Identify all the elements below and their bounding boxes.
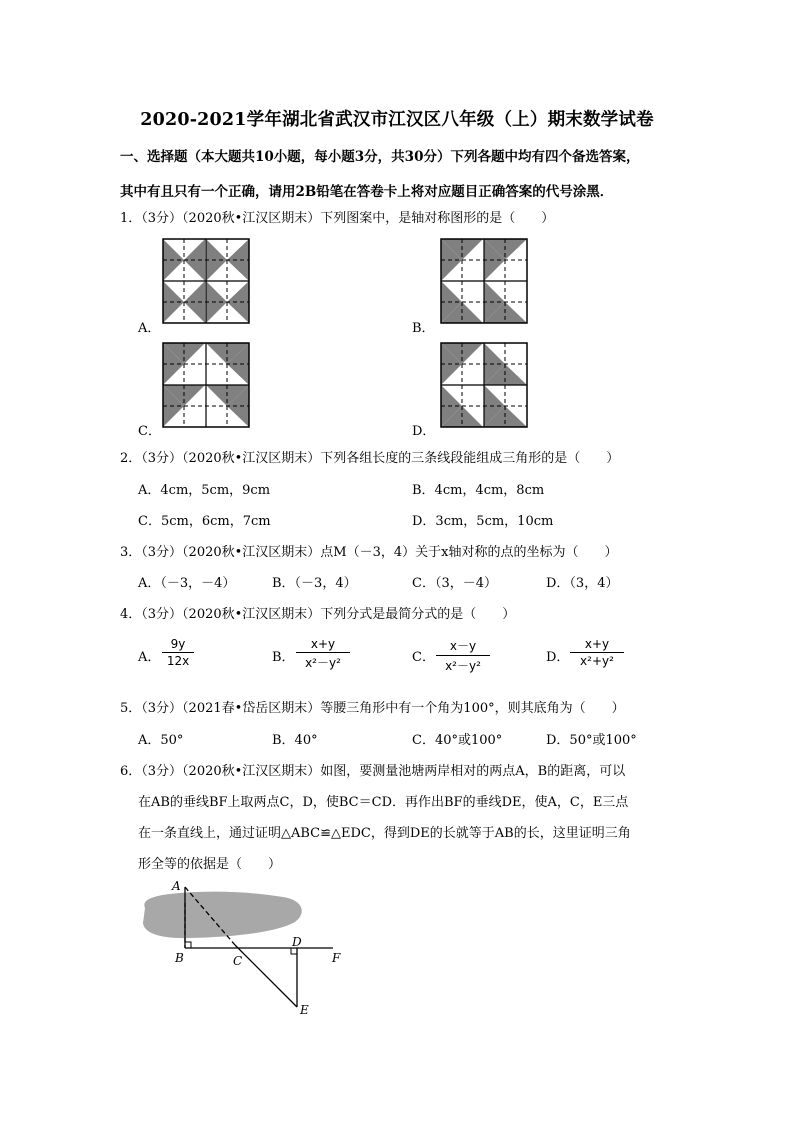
q1-option-c-label: C． [138,424,161,439]
q4-option-a-label[interactable]: A． [138,650,161,665]
figure-label-c: C [233,954,243,968]
q3-option-a[interactable]: A．（－3，－4） [138,576,236,591]
figure-label-f: F [332,951,341,965]
q4-option-a-fraction [162,637,194,668]
q1-pattern-d[interactable] [440,342,528,428]
q6-line2: 在AB的垂线BF上取两点C，D，使BC＝CD．再作出BF的垂线DE，使A，C，E三点 [138,795,629,810]
q4-stem: 4．（3分）（2020秋•江汉区期末）下列分式是最简分式的是（ ） [120,607,516,622]
q2-option-c[interactable]: C．5cm，6cm，7cm [138,514,271,529]
figure-label-a: A [172,879,181,893]
q4-option-c-fraction [436,637,490,674]
q4-option-c-label[interactable]: C． [412,650,435,665]
q2-option-d[interactable]: D．3cm，5cm，10cm [412,514,554,529]
q1-stem: 1．（3分）（2020秋•江汉区期末）下列图案中，是轴对称图形的是（ ） [120,211,555,226]
q1-pattern-b[interactable] [440,238,528,324]
q5-option-a[interactable]: A．50° [138,733,184,748]
fraction-bar [296,652,350,653]
q4-option-b-label[interactable]: B． [272,650,295,665]
q2-option-a[interactable]: A．4cm，5cm，9cm [138,483,271,498]
q2-option-b[interactable]: B．4cm，4cm，8cm [412,483,545,498]
q3-option-b[interactable]: B．（－3，4） [272,576,357,591]
q6-line4: 形全等的依据是（ ） [138,857,282,872]
fraction-numerator: x+y [310,637,336,651]
q4-option-b-fraction [296,637,350,671]
q1-pattern-c[interactable] [162,342,250,428]
page-title: 2020-2021学年湖北省武汉市江汉区八年级（上）期末数学试卷 [140,110,654,130]
section-heading-line2: 其中有且只有一个正确，请用2B铅笔在答卷卡上将对应题目正确答案的代号涂黑． [120,184,614,200]
q6-line1: 6．（3分）（2020秋•江汉区期末）如图，要测量池塘两岸相对的两点A，B的距离，可以 [120,764,626,779]
fraction-bar [162,652,194,653]
fraction-numerator: x+y [584,637,610,651]
q3-stem: 3．（3分）（2020秋•江汉区期末）点M（－3，4）关于x轴对称的点的坐标为（ ） [120,545,618,560]
q3-option-c[interactable]: C．（3，－4） [412,576,497,591]
q4-option-d-fraction [570,637,624,668]
segment-ce [235,945,297,1007]
q1-option-b-label: B． [412,321,435,336]
fraction-bar [570,652,624,653]
q5-option-d[interactable]: D．50°或100° [546,733,637,748]
fraction-denominator: x²－y² [305,656,341,670]
fraction-bar [436,655,490,656]
q3-option-d[interactable]: D．（3，4） [546,576,619,591]
q6-pond-figure [135,875,355,1020]
q1-option-a-label: A． [138,321,161,336]
fraction-denominator: x²+y² [580,654,614,668]
section-heading-line1: 一、选择题（本大题共10小题，每小题3分，共30分）下列各题中均有四个备选答案， [120,149,640,165]
right-angle-b [185,942,191,948]
q5-option-b[interactable]: B．40° [272,733,318,748]
fraction-denominator: 12x [166,654,190,668]
q6-line3: 在一条直线上，通过证明△ABC≌△EDC，得到DE的长就等于AB的长，这里证明三角 [138,826,631,841]
fraction-numerator: x－y [449,639,477,653]
figure-label-d: D [292,935,302,949]
q4-option-d-label[interactable]: D． [546,650,570,665]
q5-option-c[interactable]: C．40°或100° [412,733,503,748]
figure-label-e: E [300,1003,309,1017]
figure-label-b: B [175,951,184,965]
q5-stem: 5．（3分）（2021春•岱岳区期末）等腰三角形中有一个角为100°，则其底角为（ ） [120,701,625,716]
q1-pattern-a[interactable] [162,238,250,324]
fraction-numerator: 9y [170,637,186,651]
q1-option-d-label: D． [412,424,436,439]
q2-stem: 2．（3分）（2020秋•江汉区期末）下列各组长度的三条线段能组成三角形的是（ ） [120,451,620,466]
fraction-denominator: x²－y² [445,659,481,673]
